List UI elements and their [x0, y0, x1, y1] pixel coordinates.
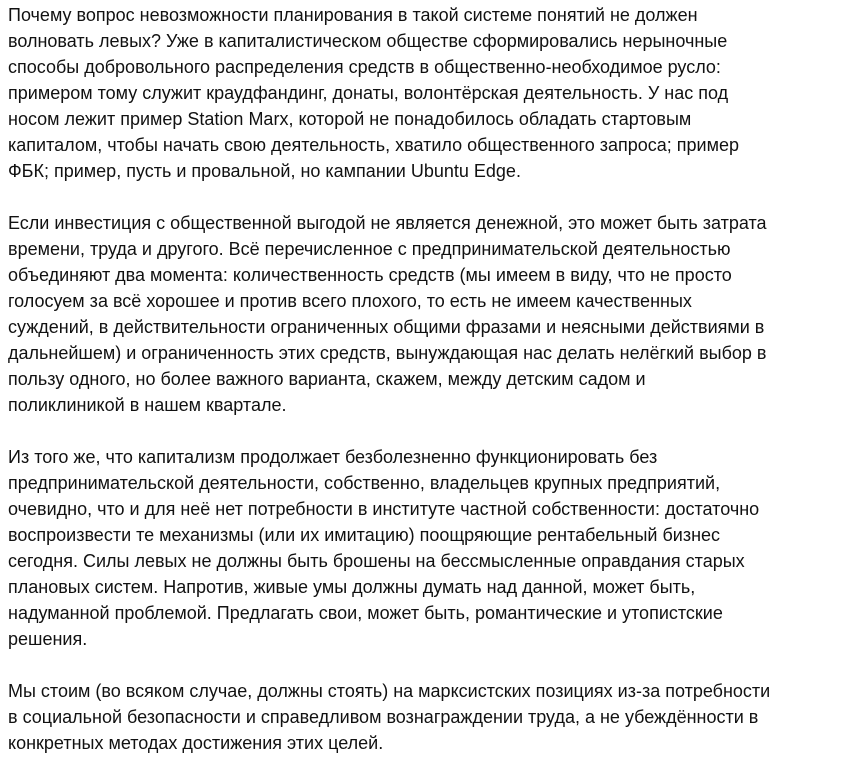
text-line: времени, труда и другого. Всё перечисленное с предпринимательской деятельностью	[8, 239, 731, 259]
text-line: сегодня. Силы левых не должны быть брошены на бессмысленные оправдания старых	[8, 551, 745, 571]
text-line: поликлиникой в нашем квартале.	[8, 395, 287, 415]
paragraph-3	[8, 444, 833, 652]
text-line: капиталом, чтобы начать свою деятельность, хватило общественного запроса; пример	[8, 135, 739, 155]
text-line: волновать левых? Уже в капиталистическом обществе сформировались нерыночные	[8, 31, 728, 51]
text-line: голосуем за всё хорошее и против всего плохого, то есть не имеем качественных	[8, 291, 692, 311]
paragraph-4	[8, 678, 833, 756]
text-line: конкретных методах достижения этих целей.	[8, 733, 384, 753]
text-line: дальнейшем) и ограниченность этих средств, вынуждающая нас делать нелёгкий выбор в	[8, 343, 767, 363]
text-line: примером тому служит краудфандинг, донаты, волонтёрская деятельность. У нас под	[8, 83, 729, 103]
paragraph-2	[8, 210, 833, 418]
text-line: способы добровольного распределения средств в общественно-необходимое русло:	[8, 57, 721, 77]
text-line: Почему вопрос невозможности планирования в такой системе понятий не должен	[8, 5, 698, 25]
text-line: носом лежит пример Station Marx, которой не понадобилось обладать стартовым	[8, 109, 692, 129]
text-line: ФБК; пример, пусть и провальной, но кампании Ubuntu Edge.	[8, 161, 521, 181]
text-line: Если инвестиция с общественной выгодой не является денежной, это может быть затрата	[8, 213, 767, 233]
text-line: надуманной проблемой. Предлагать свои, может быть, романтические и утопистские	[8, 603, 723, 623]
text-line: предпринимательской деятельности, собственно, владельцев крупных предприятий,	[8, 473, 721, 493]
text-line: пользу одного, но более важного варианта, скажем, между детским садом и	[8, 369, 646, 389]
text-line: суждений, в действительности ограниченных общими фразами и неясными действиями в	[8, 317, 765, 337]
text-line: Из того же, что капитализм продолжает безболезненно функционировать без	[8, 447, 658, 467]
text-line: в социальной безопасности и справедливом вознаграждении труда, а не убеждённости в	[8, 707, 759, 727]
text-line: решения.	[8, 629, 88, 649]
text-line: Мы стоим (во всяком случае, должны стоять) на марксистских позициях из-за потребности	[8, 681, 771, 701]
paragraph-1	[8, 2, 833, 184]
text-line: воспроизвести те механизмы (или их имитацию) поощряющие рентабельный бизнес	[8, 525, 721, 545]
text-line: объединяют два момента: количественность средств (мы имеем в виду, что не просто	[8, 265, 732, 285]
text-line: очевидно, что и для неё нет потребности в институте частной собственности: достаточно	[8, 499, 760, 519]
text-line: плановых систем. Напротив, живые умы должны думать над данной, может быть,	[8, 577, 696, 597]
